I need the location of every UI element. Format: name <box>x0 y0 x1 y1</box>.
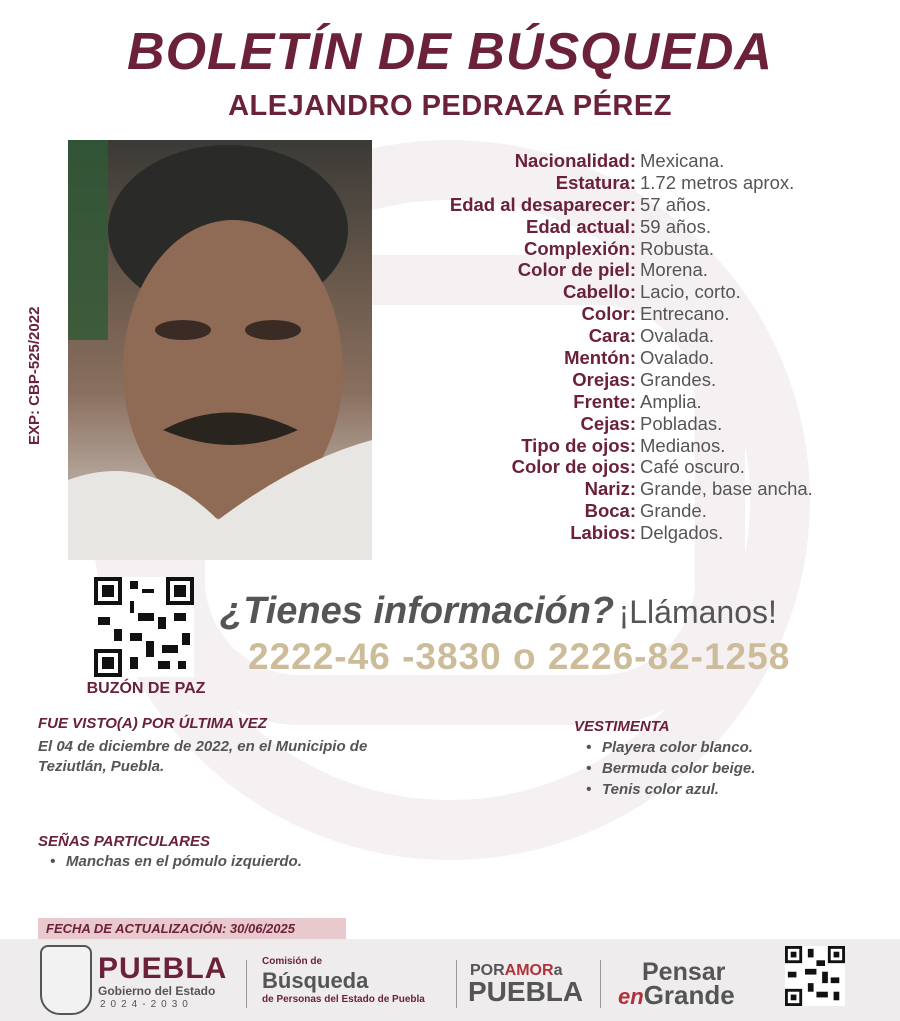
years-text: 2024-2030 <box>100 999 193 1010</box>
last-seen-line-1: El 04 de diciembre de 2022, en el Municipio de <box>38 738 368 755</box>
field-value: Pobladas. <box>640 412 723 434</box>
list-item: • Playera color blanco. <box>582 738 755 759</box>
field-value: Grandes. <box>640 368 717 390</box>
field-row <box>380 303 880 325</box>
field-label: Color de piel: <box>517 259 636 281</box>
field-row <box>380 194 880 216</box>
state-seal-icon <box>40 945 92 1015</box>
field-label: Frente: <box>573 390 636 412</box>
field-row <box>380 456 880 478</box>
last-seen-line-2: Teziutlán, Puebla. <box>38 758 165 775</box>
field-label: Cabello: <box>563 281 636 303</box>
list-item: • Manchas en el pómulo izquierdo. <box>46 852 302 873</box>
field-value: Robusta. <box>640 237 715 259</box>
buzon-qr-code[interactable] <box>94 577 194 677</box>
comision-sub-text: de Personas del Estado de Puebla <box>262 994 425 1005</box>
field-row <box>380 347 880 369</box>
field-row <box>380 391 880 413</box>
field-label: Boca: <box>584 500 636 522</box>
field-row <box>380 435 880 457</box>
field-row <box>380 238 880 260</box>
comision-small-text: Comisión de <box>262 956 323 967</box>
update-date-badge: FECHA DE ACTUALIZACIÓN: 30/06/2025 <box>38 918 346 940</box>
field-row <box>380 259 880 281</box>
list-item: • Tenis color azul. <box>582 780 755 801</box>
field-row <box>380 325 880 347</box>
field-value: Grande. <box>640 500 707 522</box>
grande-text: Grande <box>643 980 735 1010</box>
footer-divider <box>600 960 601 1008</box>
field-row <box>380 369 880 391</box>
missing-person-name: ALEJANDRO PEDRAZA PÉREZ <box>228 90 672 122</box>
portrait-silhouette <box>68 140 372 560</box>
person-photo <box>68 140 372 560</box>
field-value: Delgados. <box>640 522 724 544</box>
field-label: Cejas: <box>580 412 636 434</box>
field-row <box>380 500 880 522</box>
field-label: Edad actual: <box>526 215 636 237</box>
list-item: • Bermuda color beige. <box>582 759 755 780</box>
a-text: a <box>553 962 563 979</box>
field-label: Nacionalidad: <box>514 149 636 171</box>
por-text: POR <box>470 962 505 979</box>
buzon-label: BUZÓN DE PAZ <box>86 680 206 697</box>
info-question: ¿Tienes información? <box>220 590 615 632</box>
field-value: Ovalado. <box>640 346 715 368</box>
phone-numbers[interactable]: 2222-46 -3830 o 2226-82-1258 <box>248 636 791 677</box>
field-label: Tipo de ojos: <box>521 434 636 456</box>
field-row <box>380 150 880 172</box>
footer-divider <box>246 960 247 1008</box>
field-row <box>380 478 880 500</box>
field-label: Edad al desaparecer: <box>449 193 636 215</box>
clothing-list <box>582 738 755 801</box>
footer-qr-code[interactable] <box>785 946 845 1006</box>
pensar-text: Pensar <box>642 958 726 986</box>
field-value: 59 años. <box>640 215 711 237</box>
en-grande-logo <box>618 980 735 1011</box>
field-row <box>380 281 880 303</box>
physical-description-list <box>380 150 880 544</box>
footer-divider <box>456 960 457 1008</box>
field-value: 1.72 metros aprox. <box>640 171 795 193</box>
field-value: Ovalada. <box>640 325 715 347</box>
field-value: 57 años. <box>640 193 711 215</box>
marks-list <box>46 852 302 873</box>
field-row <box>380 172 880 194</box>
field-value: Morena. <box>640 259 708 281</box>
field-value: Mexicana. <box>640 149 725 171</box>
field-value: Medianos. <box>640 434 726 456</box>
comision-busqueda-text: Búsqueda <box>262 968 369 993</box>
field-label: Nariz: <box>584 478 636 500</box>
field-label: Color de ojos: <box>511 456 636 478</box>
gobierno-text: Gobierno del Estado <box>98 984 216 998</box>
field-label: Labios: <box>570 522 636 544</box>
info-prompt <box>220 590 890 633</box>
field-value: Entrecano. <box>640 303 730 325</box>
clothing-heading: VESTIMENTA <box>574 718 670 735</box>
amor-text: AMOR <box>504 962 554 979</box>
field-label: Estatura: <box>555 171 636 193</box>
field-row <box>380 413 880 435</box>
field-value: Café oscuro. <box>640 456 745 478</box>
field-label: Orejas: <box>572 368 636 390</box>
field-value: Grande, base ancha. <box>640 478 813 500</box>
field-row <box>380 216 880 238</box>
field-value: Amplia. <box>640 390 702 412</box>
field-label: Color: <box>581 303 636 325</box>
field-label: Cara: <box>588 325 636 347</box>
field-row <box>380 522 880 544</box>
field-label: Complexión: <box>523 237 636 259</box>
amor-puebla-text: PUEBLA <box>468 976 584 1007</box>
puebla-logo-text: PUEBLA <box>98 952 228 985</box>
en-text: en <box>618 984 644 1009</box>
field-value: Lacio, corto. <box>640 281 741 303</box>
last-seen-heading: FUE VISTO(A) POR ÚLTIMA VEZ <box>38 715 267 732</box>
marks-heading: SEÑAS PARTICULARES <box>38 833 210 850</box>
call-us: ¡Llámanos! <box>618 594 777 630</box>
field-label: Mentón: <box>564 346 636 368</box>
case-number: EXP: CBP-525/2022 <box>26 306 43 445</box>
bulletin-title: BOLETÍN DE BÚSQUEDA <box>127 23 773 81</box>
